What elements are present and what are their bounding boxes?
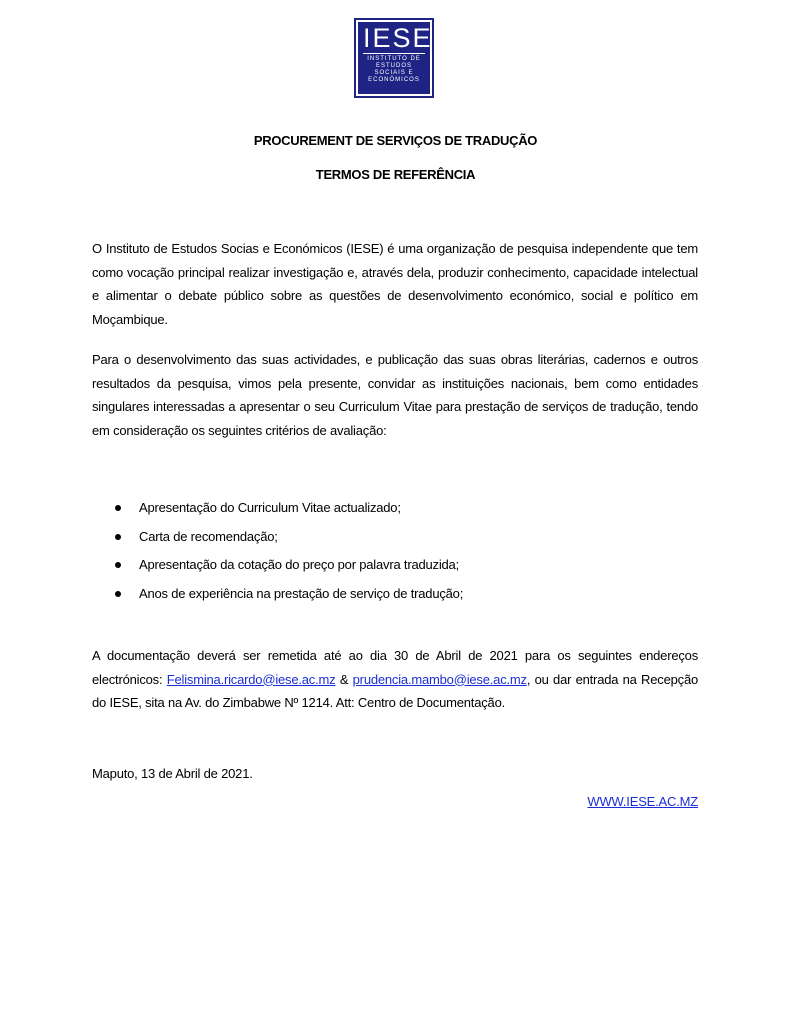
bullet-icon [115, 591, 121, 597]
logo-line-4: ECONÓMICOS [368, 77, 420, 83]
website-link[interactable]: WWW.IESE.AC.MZ [587, 794, 698, 809]
bullet-icon [115, 505, 121, 511]
criteria-item [92, 551, 698, 580]
email-link-prudencia[interactable]: prudencia.mambo@iese.ac.mz [352, 671, 527, 687]
email-separator: & [335, 671, 353, 687]
submission-text-before: A documentação deverá ser remetida até ao dia 30 de Abril de 2021 para os seguintes endereços electrónicos: [92, 648, 698, 687]
logo-line-2: ESTUDOS [375, 63, 412, 69]
document-title: PROCUREMENT DE SERVIÇOS DE TRADUÇÃO [253, 133, 538, 148]
criteria-text: Anos de experiência na prestação de serviço de tradução; [139, 585, 464, 601]
logo-wordmark: IESE [363, 23, 433, 53]
submission-text-after: , ou dar entrada na Recepção do IESE, sita na Av. do Zimbabwe Nº 1214. Att: Centro de Documentação. [92, 671, 698, 710]
email-link-felismina[interactable]: Felismina.ricardo@iese.ac.mz [166, 671, 336, 687]
criteria-list [92, 494, 698, 608]
criteria-text: Apresentação da cotação do preço por palavra traduzida; [139, 557, 459, 572]
bullet-icon [115, 562, 121, 568]
logo-line-1: INSTITUTO DE [367, 56, 421, 62]
criteria-text: Carta de recomendação; [139, 528, 278, 544]
iese-logo [354, 18, 434, 98]
criteria-text: Apresentação do Curriculum Vitae actualizado; [139, 500, 401, 515]
criteria-item [92, 523, 698, 552]
invitation-paragraph: Para o desenvolvimento das suas actividades, e publicação das suas obras literárias, cadernos e outros resultados da pesquisa, vimos pela presente, convidar as instituições nacionais, bem como entidades singulares interessadas a apresentar o seu Curriculum Vitae para prestação de serviços de tradução, tendo em consideração os seguintes critérios de avaliação: [92, 352, 698, 438]
logo-line-3: SOCIAIS E [374, 70, 414, 76]
submission-paragraph [92, 644, 698, 715]
intro-paragraph: O Instituto de Estudos Socias e Económicos (IESE) é uma organização de pesquisa independente que tem como vocação principal realizar investigação e, através dela, produzir conhecimento, capacidade intelectual e alimentar o debate público sobre as questões de desenvolvimento económico, social e político em Moçambique. [92, 241, 698, 327]
criteria-item [92, 494, 698, 523]
logo-box [358, 22, 433, 94]
date-line: Maputo, 13 de Abril de 2021. [92, 766, 253, 781]
criteria-item [92, 580, 698, 609]
bullet-icon [115, 534, 121, 540]
document-subtitle: TERMOS DE REFERÊNCIA [315, 167, 476, 182]
